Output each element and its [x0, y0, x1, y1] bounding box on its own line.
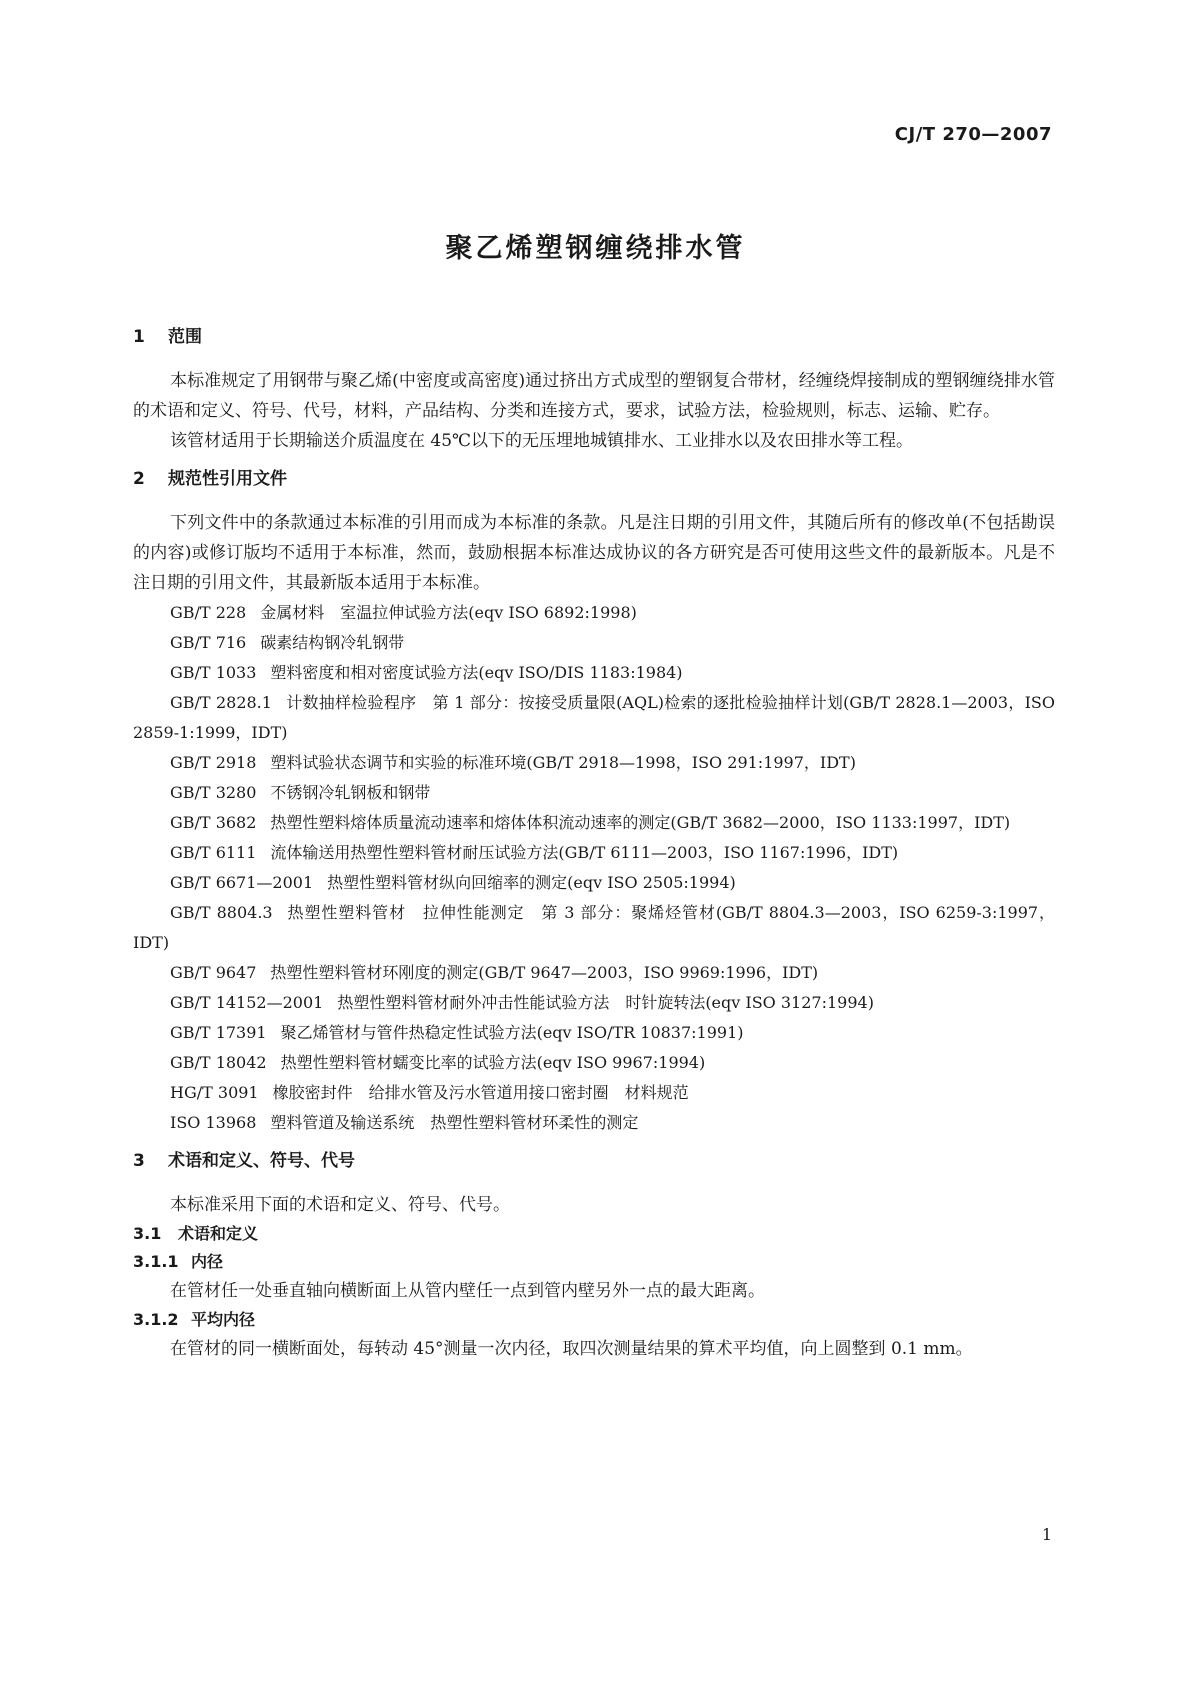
- term-definition: 在管材任一处垂直轴向横断面上从管内壁任一点到管内壁另外一点的最大距离。: [170, 1281, 765, 1301]
- reference-code: GB/T 14152—2001: [170, 993, 324, 1012]
- reference-code: HG/T 3091: [170, 1083, 259, 1102]
- reference-item: [133, 778, 1055, 808]
- reference-code: GB/T 716: [170, 633, 247, 652]
- reference-item: [133, 898, 1055, 958]
- reference-item: [133, 688, 1055, 748]
- reference-code: GB/T 17391: [170, 1023, 267, 1042]
- reference-code: GB/T 6111: [170, 843, 257, 862]
- reference-code: GB/T 9647: [170, 963, 257, 982]
- reference-code: ISO 13968: [170, 1113, 257, 1132]
- reference-text: 塑料试验状态调节和实验的标准环境(GB/T 2918—1998，ISO 291:1997，IDT): [270, 753, 856, 772]
- section-title: 范围: [168, 327, 202, 347]
- paragraph: 本标准规定了用钢带与聚乙烯(中密度或高密度)通过挤出方式成型的塑钢复合带材，经缠绕焊接制成的塑钢缠绕排水管的术语和定义、符号、代号，材料，产品结构、分类和连接方式，要求，试验方法，检验规则，标志、运输、贮存。: [133, 371, 1055, 421]
- term-title: 平均内径: [191, 1310, 256, 1329]
- reference-item: [133, 598, 1055, 628]
- reference-item: [133, 1018, 1055, 1048]
- reference-text: 塑料管道及输送系统 热塑性塑料管材环柔性的测定: [270, 1113, 639, 1132]
- reference-text: 计数抽样检验程序 第 1 部分：按接受质量限(AQL)检索的逐批检验抽样计划(GB/T 2828.1—2003，ISO 2859-1:1999，IDT): [133, 693, 1056, 742]
- reference-text: 聚乙烯管材与管件热稳定性试验方法(eqv ISO/TR 10837:1991): [280, 1023, 744, 1042]
- reference-code: GB/T 228: [170, 603, 247, 622]
- paragraph: 本标准采用下面的术语和定义、符号、代号。: [170, 1195, 510, 1215]
- term-number: 3.1.1: [133, 1252, 179, 1271]
- document-title: 聚乙烯塑钢缠绕排水管: [445, 233, 746, 264]
- section-title: 规范性引用文件: [168, 469, 287, 489]
- reference-code: GB/T 6671—2001: [170, 873, 314, 892]
- section-title: 术语和定义、符号、代号: [168, 1151, 355, 1171]
- term-number: 3.1.2: [133, 1310, 179, 1329]
- reference-item: [133, 838, 1055, 868]
- reference-item: [133, 868, 1055, 898]
- reference-item: [133, 628, 1055, 658]
- subsection-title: 术语和定义: [178, 1224, 259, 1243]
- section-3-heading: [133, 1146, 1055, 1176]
- reference-text: 不锈钢冷轧钢板和钢带: [270, 783, 431, 802]
- reference-code: GB/T 18042: [170, 1053, 267, 1072]
- reference-item: [133, 808, 1055, 838]
- reference-item: [133, 1108, 1055, 1138]
- reference-item: [133, 1048, 1055, 1078]
- term-3-1-1-heading: [133, 1248, 1055, 1276]
- term-3-1-2-heading: [133, 1306, 1055, 1334]
- reference-item: [133, 958, 1055, 988]
- reference-item: [133, 748, 1055, 778]
- reference-text: 热塑性塑料管材耐外冲击性能试验方法 时针旋转法(eqv ISO 3127:1994): [337, 993, 874, 1012]
- reference-text: 热塑性塑料管材纵向回缩率的测定(eqv ISO 2505:1994): [327, 873, 736, 892]
- document-body: [133, 322, 1055, 1364]
- reference-text: 热塑性塑料管材环刚度的测定(GB/T 9647—2003，ISO 9969:1996，IDT): [270, 963, 819, 982]
- standard-code: CJ/T 270—2007: [894, 124, 1052, 145]
- page-number: 1: [1041, 1525, 1052, 1544]
- reference-text: 碳素结构钢冷轧钢带: [260, 633, 405, 652]
- section-1-heading: [133, 322, 1055, 352]
- paragraph: 该管材适用于长期输送介质温度在 45℃以下的无压埋地城镇排水、工业排水以及农田排水等工程。: [170, 431, 914, 451]
- reference-text: 橡胶密封件 给排水管及污水管道用接口密封圈 材料规范: [272, 1083, 689, 1102]
- term-title: 内径: [191, 1252, 224, 1271]
- reference-code: GB/T 3280: [170, 783, 257, 802]
- reference-item: [133, 658, 1055, 688]
- reference-item: [133, 1078, 1055, 1108]
- subsection-3-1-heading: [133, 1220, 1055, 1248]
- reference-code: GB/T 2828.1: [170, 693, 272, 712]
- reference-text: 金属材料 室温拉伸试验方法(eqv ISO 6892:1998): [260, 603, 637, 622]
- reference-item: [133, 988, 1055, 1018]
- section-number: 3: [133, 1151, 145, 1171]
- reference-text: 热塑性塑料管材 拉伸性能测定 第 3 部分：聚烯烃管材(GB/T 8804.3—2003，ISO 6259-3:1997，IDT): [133, 903, 1056, 952]
- section-number: 1: [133, 327, 145, 347]
- reference-text: 热塑性塑料管材蠕变比率的试验方法(eqv ISO 9967:1994): [280, 1053, 706, 1072]
- reference-code: GB/T 1033: [170, 663, 257, 682]
- reference-code: GB/T 3682: [170, 813, 257, 832]
- reference-text: 塑料密度和相对密度试验方法(eqv ISO/DIS 1183:1984): [270, 663, 683, 682]
- reference-text: 流体输送用热塑性塑料管材耐压试验方法(GB/T 6111—2003，ISO 1167:1996，IDT): [270, 843, 899, 862]
- term-definition: 在管材的同一横断面处，每转动 45°测量一次内径，取四次测量结果的算术平均值，向上圆整到 0.1 mm。: [170, 1339, 973, 1359]
- reference-text: 热塑性塑料熔体质量流动速率和熔体体积流动速率的测定(GB/T 3682—2000，ISO 1133:1997，IDT): [270, 813, 1011, 832]
- section-number: 2: [133, 469, 145, 489]
- subsection-number: 3.1: [133, 1224, 162, 1243]
- reference-code: GB/T 2918: [170, 753, 257, 772]
- paragraph: 下列文件中的条款通过本标准的引用而成为本标准的条款。凡是注日期的引用文件，其随后所有的修改单(不包括勘误的内容)或修订版均不适用于本标准，然而，鼓励根据本标准达成协议的各方研究是否可使用这些文件的最新版本。凡是不注日期的引用文件，其最新版本适用于本标准。: [133, 513, 1055, 593]
- section-2-heading: [133, 464, 1055, 494]
- reference-code: GB/T 8804.3: [170, 903, 273, 922]
